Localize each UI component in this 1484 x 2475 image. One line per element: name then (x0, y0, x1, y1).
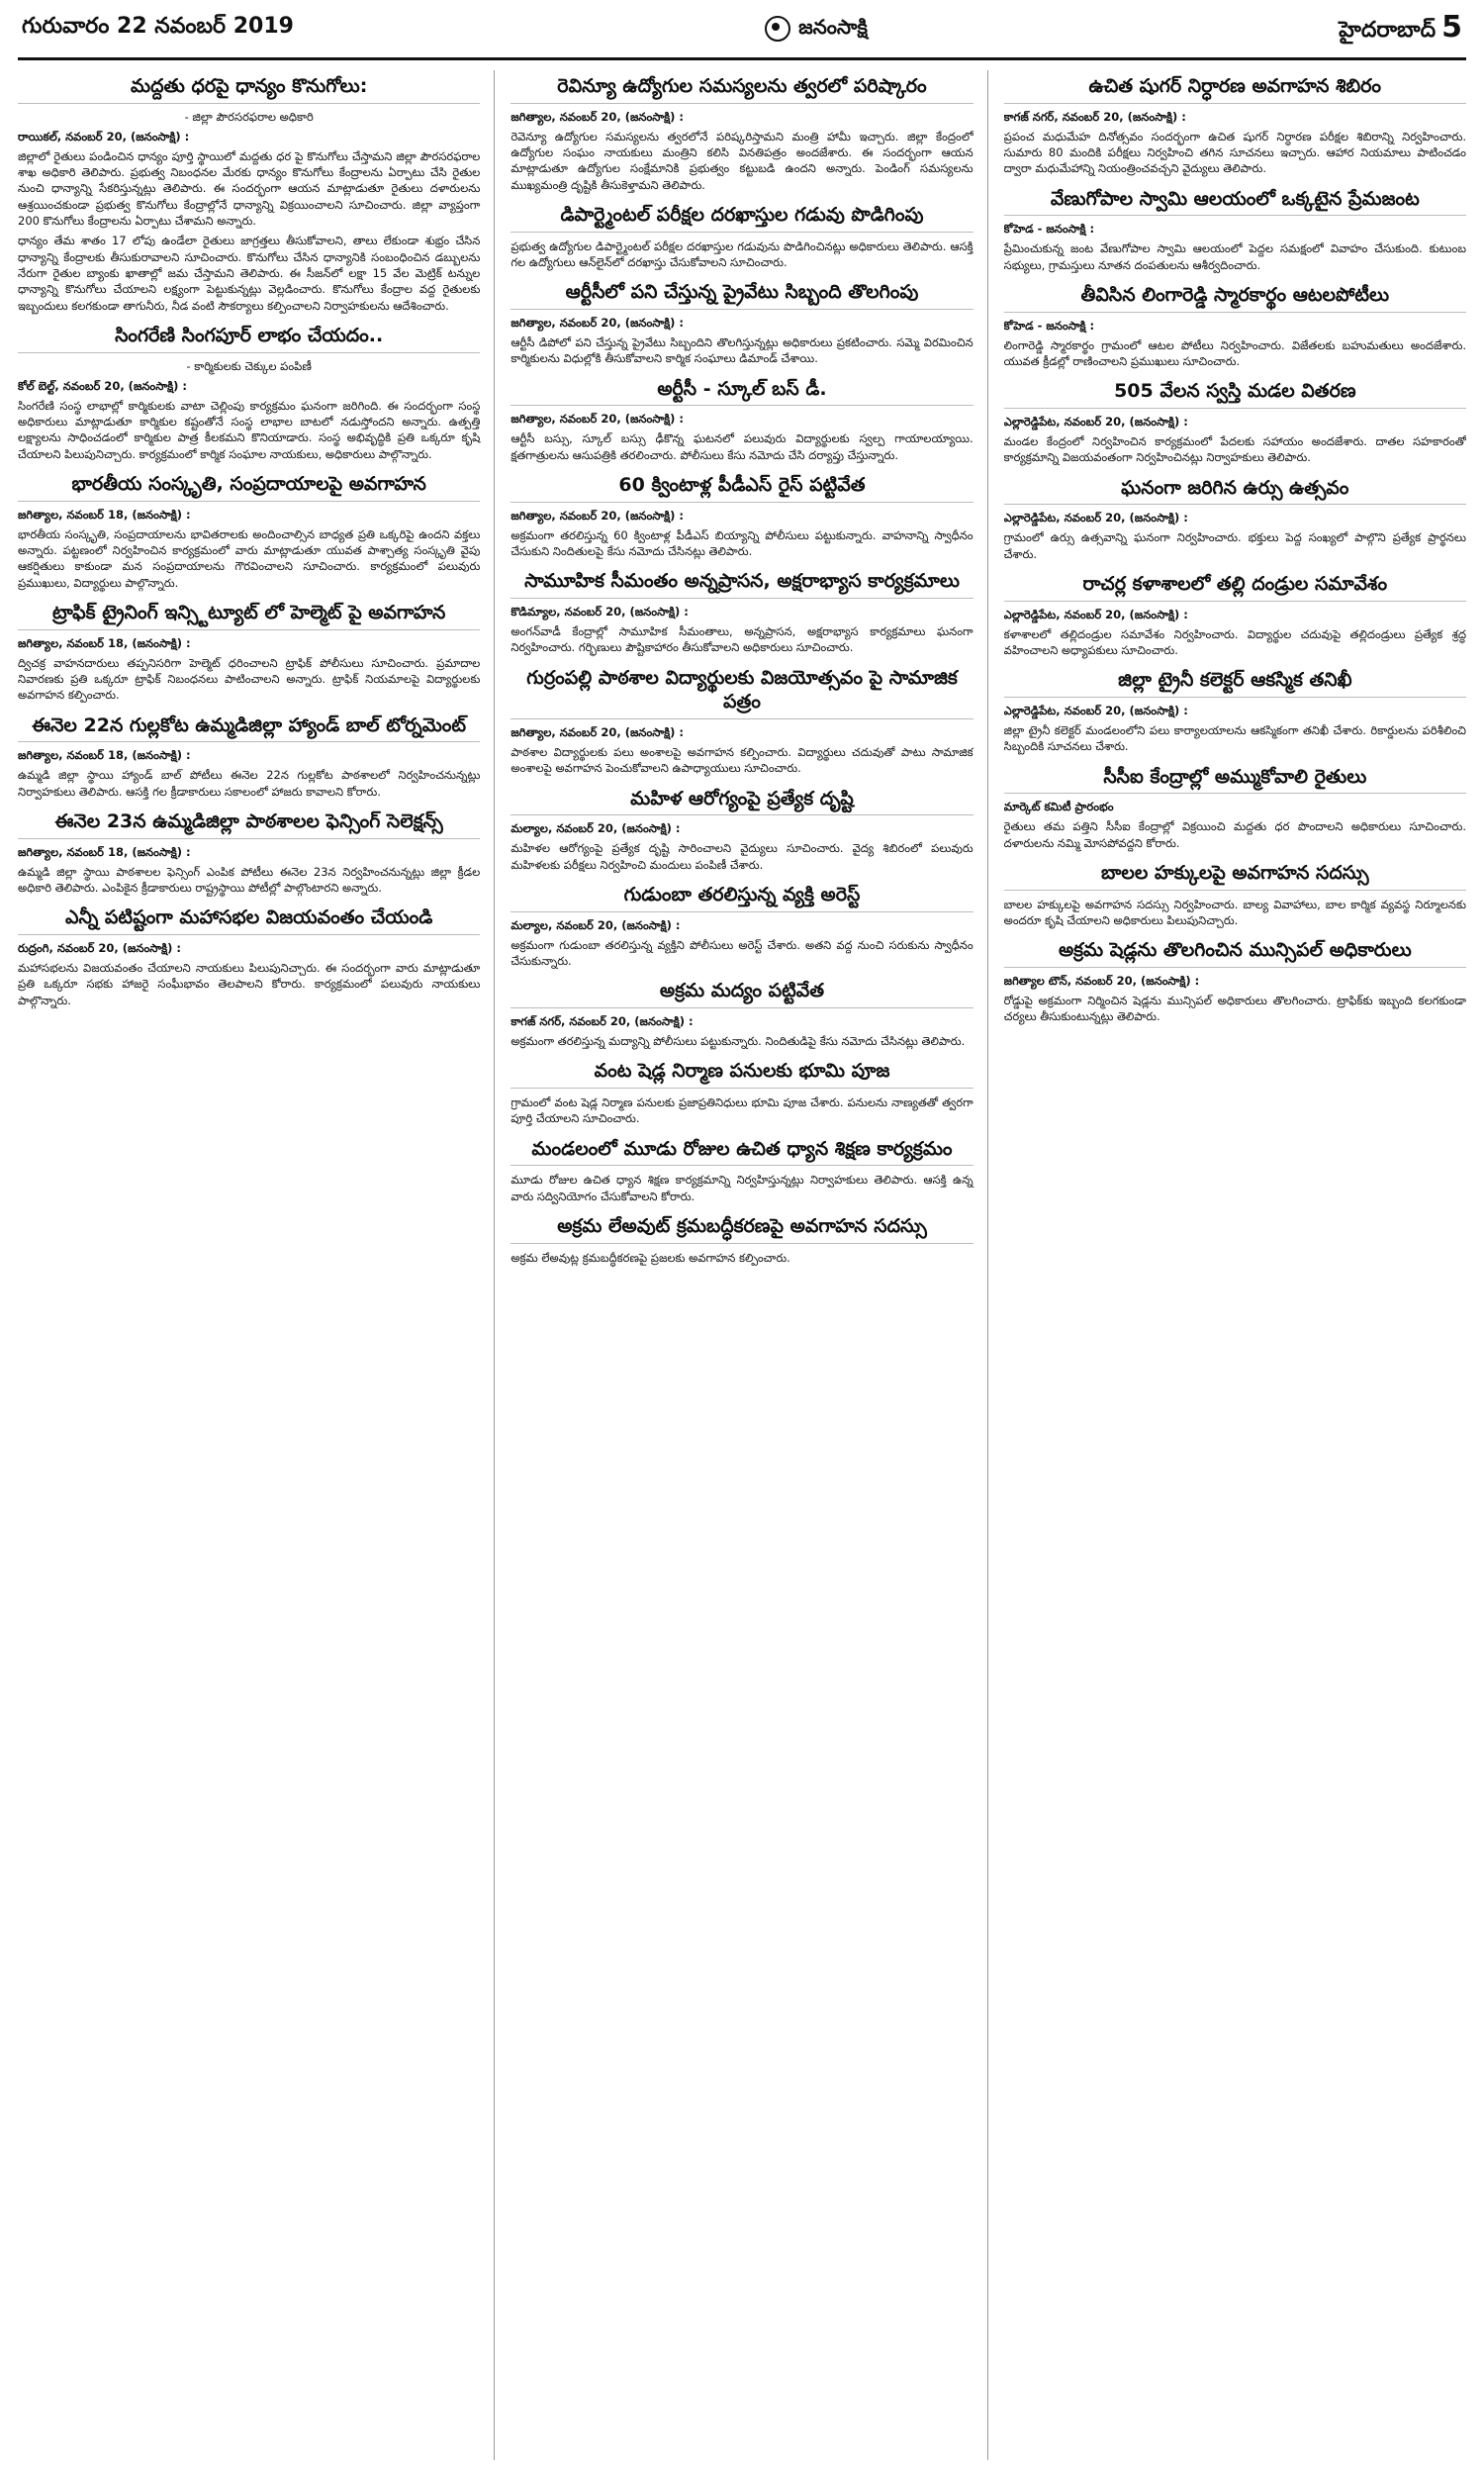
article-paragraph: ప్రేమించుకున్న జంట వేణుగోపాల స్వామి ఆలయంలో పెద్దల సమక్షంలో వివాహం చేసుకుంది. కుటుంబ సభ్యులు, గ్రామస్తులు నూతన దంపతులను ఆశీర్వదించారు. (1003, 241, 1466, 272)
article-paragraph: జిల్లాలో రైతులు పండించిన ధాన్యం పూర్తి స్థాయిలో మద్దతు ధర పై కొనుగోలు చేస్తామని జిల్లా పౌరసరఫరాల శాఖ అధికారి తెలిపారు. ప్రభుత్వ నిబంధనల మేరకు ధాన్యం కొనుగోలు కేంద్రాలను ఏర్పాటు చేసి రైతుల నుంచి ధాన్యాన్ని సేకరిస్తున్నట్లు తెలిపారు. ఈ సందర్భంగా ఆయన మాట్లాడుతూ రైతులు దళారులను ఆశ్రయించకుండా ప్రభుత్వ కొనుగోలు కేంద్రాల్లోనే ధాన్యాన్ని విక్రయించాలని సూచించారు. జిల్లా వ్యాప్తంగా 200 కొనుగోలు కేంద్రాలను ఏర్పాటు చేశామని అన్నారు. (18, 148, 481, 228)
article-dateline: జగిత్యాల టౌన్, నవంబర్ 20, (జనంసాక్షి) : (1003, 974, 1200, 989)
article-byline: - కార్మికులకు చెక్కుల పంపిణీ (186, 358, 312, 373)
article-headline: రాచర్ల కళాశాలలో తల్లి దండ్రుల సమావేశం (1004, 572, 1466, 602)
article (18, 472, 480, 591)
article-paragraph: బాలల హక్కులపై అవగాహన సదస్సు నిర్వహించారు. బాల్య వివాహాలు, బాల కార్మిక వ్యవస్థ నిర్మూలనకు అందరూ కృషి చేయాలని అధికారులు పిలుపునిచ్చారు. (1003, 897, 1466, 928)
article-headline: రెవిన్యూ ఉద్యోగుల సమస్యలను త్వరలో పరిష్కారం (510, 74, 973, 104)
article-headline: ఘనంగా జరిగిన ఉర్సు ఉత్సవం (1004, 476, 1466, 506)
article-headline: అక్రమ మద్యం పట్టివేత (510, 979, 973, 1008)
article-dateline: ఎల్లారెడ్డిపేట, నవంబర్ 20, (జనంసాక్షి) : (1003, 704, 1188, 718)
article-headline: వేణుగోపాల స్వామి ఆలయంలో ఒక్కటైన ప్రేమజంట (1004, 187, 1466, 217)
article-headline: తీవిసిన లింగారెడ్డి స్మారకార్థం ఆటలపోటీలు (1004, 283, 1466, 313)
article (1004, 668, 1466, 754)
article (1004, 476, 1466, 562)
article (510, 203, 973, 270)
article (510, 787, 973, 873)
article-dateline: జగిత్యాల, నవంబర్ 20, (జనంసాక్షి) : (510, 109, 684, 124)
edition-city (1339, 10, 1462, 48)
article-dateline: కోల్ బెల్ట్, నవంబర్ 20, (జనంసాక్షి) : (18, 378, 187, 393)
article (18, 601, 480, 704)
article (510, 473, 973, 559)
article-paragraph: అక్రమంగా గుడుంబా తరలిస్తున్న వ్యక్తిని పోలీసులు అరెస్ట్ చేశారు. అతని వద్ద నుంచి సరుకును స్వాధీనం చేసుకున్నారు. (510, 937, 974, 969)
article-paragraph: భారతీయ సంస్కృతి, సంప్రదాయాలను భావితరాలకు అందించాల్సిన బాధ్యత ప్రతి ఒక్కరిపై ఉందని వక్తలు అన్నారు. పట్టణంలో నిర్వహించిన కార్యక్రమంలో వారు మాట్లాడుతూ యువత పాశ్చాత్య సంస్కృతి వైపు ఆకర్షితులు కాకుండా మన సంప్రదాయాలను గౌరవించాలని సూచించారు. కార్యక్రమంలో పలువురు ప్రముఖులు, విద్యార్థులు పాల్గొన్నారు. (18, 526, 481, 590)
article-dateline: జగిత్యాల, నవంబర్ 18, (జనంసాక్షి) : (18, 748, 191, 763)
article (510, 883, 973, 969)
article-headline: ఈనెల 23న ఉమ్మడిజిల్లా పాఠశాలల ఫెన్సింగ్ సెలెక్షన్స్ (18, 809, 480, 839)
article-headline: 60 క్వింటాళ్ల పీడీఎస్ రైస్ పట్టివేత (510, 473, 973, 503)
column-1 (18, 70, 495, 2460)
article-dateline: మల్యాల, నవంబర్ 20, (జనంసాక్షి) : (510, 917, 681, 932)
article-paragraph: మండల కేంద్రంలో నిర్వహించిన కార్యక్రమంలో పేదలకు సహాయం అందజేశారు. దాతల సహకారంతో కార్యక్రమాన్ని విజయవంతంగా నిర్వహించినట్లు నిర్వాహకులు తెలిపారు. (1003, 434, 1466, 465)
article (510, 666, 973, 777)
article-headline: 505 వేలన స్వస్తి మడల వితరణ (1004, 379, 1466, 409)
article-paragraph: రెవెన్యూ ఉద్యోగుల సమస్యలను త్వరలోనే పరిష్కరిస్తామని మంత్రి హామీ ఇచ్చారు. జిల్లా కేంద్రంలో ఉద్యోగుల సంఘం నాయకులు మంత్రిని కలిసి వినతిపత్రం అందజేశారు. ఈ సందర్భంగా ఆయన మాట్లాడుతూ ఉద్యోగుల సంక్షేమానికి ప్రభుత్వం కట్టుబడి ఉందని అన్నారు. పెండింగ్ సమస్యలను ముఖ్యమంత్రి దృష్టికి తీసుకెళ్తామని తెలిపారు. (510, 129, 974, 192)
paper-name: జనంసాక్షి (798, 14, 868, 39)
article-dateline: జగిత్యాల, నవంబర్ 20, (జనంసాక్షి) : (510, 725, 684, 740)
article-dateline: జగిత్యాల, నవంబర్ 18, (జనంసాక్షి) : (18, 844, 191, 859)
article-columns (18, 60, 1466, 2460)
article-paragraph: ఉమ్మడి జిల్లా స్థాయి హ్యాండ్ బాల్ పోటీలు ఈనెల 22న గుల్లకోట పాఠశాలలో నిర్వహించనున్నట్లు నిర్వాహకులు తెలిపారు. ఆసక్తి గల క్రీడాకారులు సకాలంలో హాజరు కావాలని కోరారు. (18, 768, 481, 799)
article (1004, 283, 1466, 369)
article-headline: బాలల హక్కులపై అవగాహన సదస్సు (1004, 861, 1466, 891)
page-number: 5 (1441, 10, 1462, 45)
article-headline: ట్రాఫిక్ ట్రైనింగ్ ఇన్స్టిట్యూట్ లో హెల్మెట్ పై అవగాహన (18, 601, 480, 630)
article (18, 809, 480, 896)
article-headline: మద్దతు ధరపై ధాన్యం కొనుగోలు: (18, 74, 480, 104)
article (510, 377, 973, 463)
article (510, 569, 973, 655)
article-paragraph: గ్రామంలో వంట షెడ్ల నిర్మాణ పనులకు ప్రజాప్రతినిధులు భూమి పూజ చేశారు. పనులను నాణ్యతతో త్వరగా పూర్తి చేయాలని సూచించారు. (510, 1095, 974, 1126)
article-dateline: మార్కెట్ కమిటీ ప్రారంభం (1003, 800, 1114, 814)
article (510, 74, 973, 193)
article-dateline: జగిత్యాల, నవంబర్ 20, (జనంసాక్షి) : (510, 316, 684, 331)
article (1004, 861, 1466, 928)
article (18, 714, 480, 800)
article-paragraph: లింగారెడ్డి స్మారకార్థం గ్రామంలో ఆటల పోటీలు నిర్వహించారు. విజేతలకు బహుమతులు అందజేశారు. యువత క్రీడల్లో రాణించాలని ప్రముఖులు సూచించారు. (1003, 337, 1466, 369)
article (1004, 379, 1466, 465)
article-dateline: రాయికల్, నవంబర్ 20, (జనంసాక్షి) : (18, 129, 190, 143)
article (510, 1214, 973, 1266)
article-dateline: కాగజ్ నగర్, నవంబర్ 20, (జనంసాక్షి) : (510, 1014, 694, 1029)
article-paragraph: ఆర్టీసీ బస్సు, స్కూల్ బస్సు ఢీకొన్న ఘటనలో పలువురు విద్యార్థులకు స్వల్ప గాయాలయ్యాయి. క్షతగాత్రులను ఆసుపత్రికి తరలించారు. పోలీసులు కేసు నమోదు చేసి దర్యాప్తు చేస్తున్నారు. (510, 431, 974, 462)
article-headline: డిపార్ట్మెంటల్ పరీక్షల దరఖాస్తుల గడువు పొడిగింపు (510, 203, 973, 233)
article-headline: మహిళ ఆరోగ్యంపై ప్రత్యేక దృష్టి (510, 787, 973, 816)
article-headline: ఆర్టీసీలో పని చేస్తున్న ప్రైవేటు సిబ్బంది తొలగింపు (510, 280, 973, 310)
article-dateline: ఎల్లారెడ్డిపేట, నవంబర్ 20, (జనంసాక్షి) : (1003, 415, 1188, 429)
article-dateline: జగిత్యాల, నవంబర్ 20, (జనంసాక్షి) : (510, 508, 684, 523)
article-paragraph: ధాన్యం తేమ శాతం 17 లోపు ఉండేలా రైతులు జాగ్రత్తలు తీసుకోవాలని, తాలు లేకుండా శుభ్రం చేసిన ధాన్యాన్ని కేంద్రాలకు తీసుకురావాలని సూచించారు. కొనుగోలు చేసిన ధాన్యానికి సంబంధించిన డబ్బులను నేరుగా రైతుల బ్యాంకు ఖాతాల్లో జమ చేస్తామని తెలిపారు. ఈ సీజన్‌లో లక్షా 15 వేల మెట్రిక్ టన్నుల ధాన్యాన్ని కొనుగోలు చేయాలని లక్ష్యంగా పెట్టుకున్నట్లు వెల్లడించారు. కొనుగోలు కేంద్రాల వద్ద రైతులకు ఇబ్బందులు కలగకుండా తాగునీరు, నీడ వంటి సౌకర్యాలు కల్పించాలని నిర్వాహకులను ఆదేశించారు. (18, 234, 481, 313)
article-headline: భారతీయ సంస్కృతి, సంప్రదాయాలపై అవగాహన (18, 472, 480, 502)
article-headline: సామూహిక సీమంతం అన్నప్రాసన, అక్షరాభ్యాస కార్యక్రమాలు (510, 569, 973, 599)
article (510, 979, 973, 1049)
article-paragraph: పాఠశాల విద్యార్థులకు పలు అంశాలపై అవగాహన కల్పించారు. విద్యార్థులు చదువుతో పాటు సామాజిక అంశాలపై అవగాహన పెంచుకోవాలని ఉపాధ్యాయులు సూచించారు. (510, 745, 974, 776)
article-paragraph: మహాసభలను విజయవంతం చేయాలని నాయకులు పిలుపునిచ్చారు. ఈ సందర్భంగా వారు మాట్లాడుతూ ప్రతి ఒక్కరూ సభకు హాజరై సంఘీభావం తెలపాలని కోరారు. కార్యక్రమంలో పలువురు నాయకులు పాల్గొన్నారు. (18, 961, 481, 1007)
article-headline: వంట షెడ్ల నిర్మాణ పనులకు భూమి పూజ (510, 1059, 973, 1089)
article-paragraph: అక్రమంగా తరలిస్తున్న 60 క్వింటాళ్ల పీడీఎస్ బియ్యాన్ని పోలీసులు పట్టుకున్నారు. వాహనాన్ని స్వాధీనం చేసుకుని నిందితులపై కేసు నమోదు చేసినట్లు తెలిపారు. (510, 527, 974, 559)
article-headline: సీసీఐ కేంద్రాల్లో అమ్ముకోవాలి రైతులు (1004, 765, 1466, 795)
article (1004, 74, 1466, 177)
article-paragraph: రైతులు తమ పత్తిని సీసీఐ కేంద్రాల్లో విక్రయించి మద్దతు ధర పొందాలని అధికారులు సూచించారు. దళారులను నమ్మి మోసపోవద్దని కోరారు. (1003, 819, 1466, 850)
article-dateline: జగిత్యాల, నవంబర్ 18, (జనంసాక్షి) : (18, 507, 191, 522)
article-paragraph: అక్రమ లేఅవుట్ల క్రమబద్ధీకరణపై ప్రజలకు అవగాహన కల్పించారు. (510, 1250, 790, 1265)
article-paragraph: ప్రపంచ మధుమేహ దినోత్సవం సందర్భంగా ఉచిత షుగర్ నిర్ధారణ పరీక్షల శిబిరాన్ని నిర్వహించారు. సుమారు 80 మందికి పరీక్షలు నిర్వహించి తగిన సూచనలు ఇచ్చారు. ఆహార నియమాలు పాటించడం ద్వారా మధుమేహాన్ని నియంత్రించవచ్చని వైద్యులు తెలిపారు. (1003, 129, 1466, 176)
article-byline: - జిల్లా పౌరసరఫరాల అధికారి (184, 109, 314, 124)
column-2 (510, 70, 987, 2460)
article-headline: ఎన్నీ పటిష్టంగా మహాసభల విజయవంతం చేయండి (18, 905, 480, 935)
article-dateline: మల్యాల, నవంబర్ 20, (జనంసాక్షి) : (510, 821, 681, 836)
article-paragraph: అక్రమంగా తరలిస్తున్న మద్యాన్ని పోలీసులు పట్టుకున్నారు. నిందితుడిపై కేసు నమోదు చేసినట్లు తెలిపారు. (510, 1034, 966, 1049)
article (18, 905, 480, 1008)
article-paragraph: అంగన్‌వాడీ కేంద్రాల్లో సామూహిక సీమంతాలు, అన్నప్రాసన, అక్షరాభ్యాస కార్యక్రమాలు ఘనంగా నిర్వహించారు. గర్భిణులు పౌష్టికాహారం తీసుకోవాలని అధికారులు సూచించారు. (510, 624, 974, 655)
article-paragraph: జిల్లా ట్రైనీ కలెక్టర్ మండలంలోని పలు కార్యాలయాలను ఆకస్మికంగా తనిఖీ చేశారు. రికార్డులను పరిశీలించి సిబ్బందికి సూచనలు చేశారు. (1003, 723, 1466, 754)
article-headline: ఈనెల 22న గుల్లకోట ఉమ్మడిజిల్లా హ్యాండ్ బాల్ టోర్నమెంట్ (18, 714, 480, 743)
article (1004, 765, 1466, 851)
article (1004, 938, 1466, 1024)
article-paragraph: ప్రభుత్వ ఉద్యోగుల డిపార్ట్మెంటల్ పరీక్షల దరఖాస్తుల గడువును పొడిగించినట్లు అధికారులు తెలిపారు. ఆసక్తి గల ఉద్యోగులు ఆన్‌లైన్‌లో దరఖాస్తు చేసుకోవాలని సూచించారు. (510, 238, 974, 270)
article (18, 74, 480, 314)
article-paragraph: మహిళల ఆరోగ్యంపై ప్రత్యేక దృష్టి సారించాలని వైద్యులు సూచించారు. వైద్య శిబిరంలో పలువురు మహిళలకు పరీక్షలు నిర్వహించి మందులు పంపిణీ చేశారు. (510, 841, 974, 872)
article-headline: జిల్లా ట్రైనీ కలెక్టర్ ఆకస్మిక తనిఖీ (1004, 668, 1466, 698)
issue-date: గురువారం 22 నవంబర్ 2019 (22, 14, 294, 39)
masthead (18, 0, 1466, 60)
article (510, 280, 973, 366)
article-paragraph: మూడు రోజుల ఉచిత ధ్యాన శిక్షణ కార్యక్రమాన్ని నిర్వహిస్తున్నట్లు నిర్వాహకులు తెలిపారు. ఆసక్తి ఉన్న వారు సద్వినియోగం చేసుకోవాలని కోరారు. (510, 1173, 974, 1203)
article-headline: మండలంలో మూడు రోజుల ఉచిత ధ్యాన శిక్షణ కార్యక్రమం (510, 1137, 973, 1167)
article (510, 1137, 973, 1204)
paper-logo (765, 15, 868, 44)
article-headline: గుడుంబా తరలిస్తున్న వ్యక్తి అరెస్ట్ (510, 883, 973, 912)
article-headline: ఉచిత షుగర్ నిర్ధారణ అవగాహన శిబిరం (1004, 74, 1466, 104)
article-dateline: రుద్రంగి, నవంబర్ 20, (జనంసాక్షి) : (18, 941, 182, 956)
article-headline: అర్టీసీ - స్కూల్ బస్ డీ. (510, 377, 973, 407)
column-3 (1004, 70, 1466, 2460)
article-dateline: జగిత్యాల, నవంబర్ 18, (జనంసాక్షి) : (18, 635, 191, 650)
article-dateline: ఎల్లారెడ్డిపేట, నవంబర్ 20, (జనంసాక్షి) : (1003, 607, 1188, 621)
article-paragraph: కళాశాలలో తల్లిదండ్రుల సమావేశం నిర్వహించారు. విద్యార్థుల చదువుపై తల్లిదండ్రులు ప్రత్యేక శ్రద్ధ వహించాలని అధ్యాపకులు సూచించారు. (1003, 626, 1466, 658)
article-paragraph: ద్విచక్ర వాహనదారులు తప్పనిసరిగా హెల్మెట్ ధరించాలని ట్రాఫిక్ పోలీసులు సూచించారు. ప్రమాదాల నివారణకు ప్రతి ఒక్కరూ ట్రాఫిక్ నిబంధనలు పాటించాలని అన్నారు. ట్రాఫిక్ నియమాలపై విద్యార్థులకు అవగాహన కల్పించారు. (18, 655, 481, 703)
article (1004, 187, 1466, 273)
article-paragraph: రోడ్డుపై అక్రమంగా నిర్మించిన షెడ్లను మున్సిపల్ అధికారులు తొలగించారు. ట్రాఫిక్‌కు ఇబ్బంది కలగకుండా చర్యలు తీసుకుంటున్నట్లు తెలిపారు. (1003, 994, 1466, 1024)
article-dateline: కోహెడ - జనంసాక్షి : (1003, 222, 1095, 237)
logo-icon (765, 16, 790, 42)
article-paragraph: సింగరేణి సంస్థ లాభాల్లో కార్మికులకు వాటా చెల్లింపు కార్యక్రమం ఘనంగా జరిగింది. ఈ సందర్భంగా సంస్థ అధికారులు మాట్లాడుతూ కార్మికుల కష్టంతోనే సంస్థ లాభాల బాటలో నడుస్తోందని అన్నారు. ఉత్పత్తి లక్ష్యాలను సాధించడంలో కార్మికుల పాత్ర కీలకమని కొనియాడారు. సంస్థ అభివృద్ధికి ప్రతి ఒక్కరూ కృషి చేయాలని పిలుపునిచ్చారు. కార్యక్రమంలో కార్మిక సంఘాల నాయకులు, అధికారులు పాల్గొన్నారు. (18, 398, 481, 461)
article (1004, 572, 1466, 658)
article-headline: సింగరేణి సింగపూర్ లాభం చేయదం.. (18, 324, 480, 353)
article-paragraph: గ్రామంలో ఉర్సు ఉత్సవాన్ని ఘనంగా నిర్వహించారు. భక్తులు పెద్ద సంఖ్యలో పాల్గొని ప్రత్యేక ప్రార్థనలు చేశారు. (1003, 530, 1466, 561)
article-headline: అక్రమ షెడ్లను తొలగించిన మున్సిపల్ అధికారులు (1004, 938, 1466, 968)
article-dateline: కాగజ్ నగర్, నవంబర్ 20, (జనంసాక్షి) : (1003, 109, 1186, 124)
article-paragraph: ఉమ్మడి జిల్లా స్థాయి పాఠశాలల ఫెన్సింగ్ ఎంపిక పోటీలు ఈనెల 23న నిర్వహించనున్నట్లు జిల్లా క్రీడల అధికారి తెలిపారు. ఎంపికైన క్రీడాకారులు రాష్ట్రస్థాయి పోటీల్లో పాల్గొంటారని అన్నారు. (18, 864, 481, 895)
article-headline: అక్రమ లేఅవుట్ క్రమబద్ధీకరణపై అవగాహన సదస్సు (510, 1214, 973, 1244)
article-dateline: జగిత్యాల, నవంబర్ 20, (జనంసాక్షి) : (510, 412, 684, 427)
article (510, 1059, 973, 1126)
article-dateline: కోహెడ - జనంసాక్షి : (1003, 318, 1095, 333)
article-dateline: ఎల్లారెడ్డిపేట, నవంబర్ 20, (జనంసాక్షి) : (1003, 511, 1188, 525)
article-dateline: కొడిమ్యాల, నవంబర్ 20, (జనంసాక్షి) : (510, 605, 689, 619)
article-paragraph: ఆర్టీసీ డిపోలో పని చేస్తున్న ప్రైవేటు సిబ్బందిని తొలగిస్తున్నట్లు అధికారులు ప్రకటించారు. సమ్మె విరమించిన కార్మికులను విధుల్లోకి తీసుకోవాలని కార్మిక సంఘాలు డిమాండ్ చేశాయి. (510, 335, 974, 366)
article (18, 324, 480, 462)
article-headline: గుర్రంపల్లి పాఠశాల విద్యార్థులకు విజయోత్సవం పై సామాజిక పత్రం (510, 666, 973, 719)
city-name: హైదరాబాద్ (1339, 18, 1437, 43)
